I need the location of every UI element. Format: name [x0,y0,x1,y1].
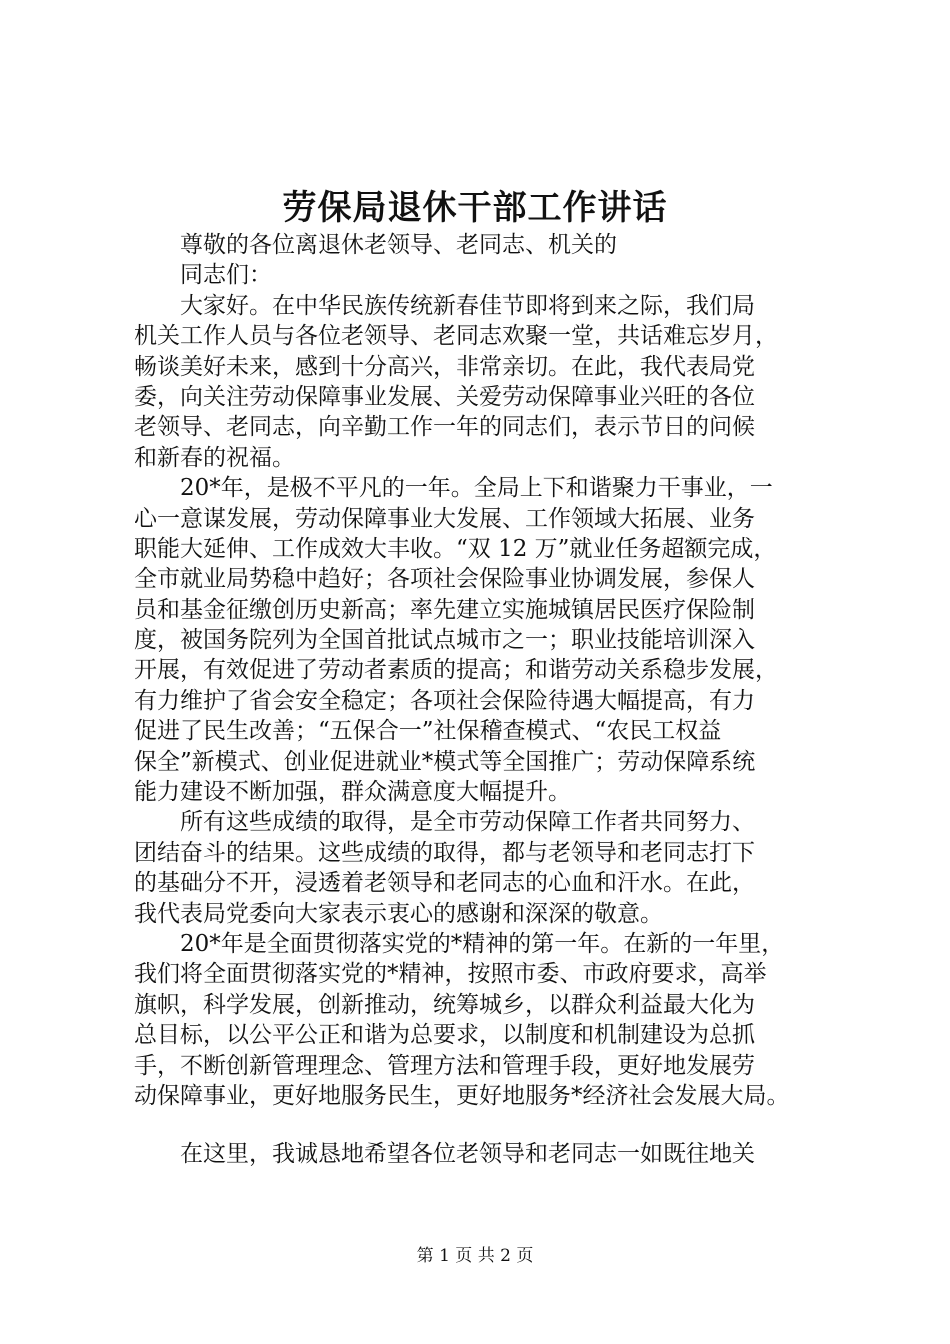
paragraph-line: 手，不断创新管理理念、管理方法和管理手段，更好地发展劳 [134,1052,755,1079]
paragraph-line: 开展，有效促进了劳动者素质的提高；和谐劳动关系稳步发展， [134,657,778,684]
paragraph-line: 委，向关注劳动保障事业发展、关爱劳动保障事业兴旺的各位 [134,383,755,410]
paragraph-line: 我们将全面贯彻落实党的*精神，按照市委、市政府要求，高举 [134,961,767,988]
paragraph-line: 全市就业局势稳中趋好；各项社会保险事业协调发展，参保人 [134,566,755,593]
paragraph-line: 旗帜，科学发展，创新推动，统筹城乡，以群众利益最大化为 [134,991,755,1018]
paragraph-line: 员和基金征缴创历史新高；率先建立实施城镇居民医疗保险制 [134,596,755,623]
paragraph-line: 心一意谋发展，劳动保障事业大发展、工作领域大拓展、业务 [134,505,755,532]
paragraph-line: 团结奋斗的结果。这些成绩的取得，都与老领导和老同志打下 [134,839,755,866]
paragraph-line: 职能大延伸、工作成效大丰收。“双 12 万”就业任务超额完成， [134,535,777,562]
paragraph-line: 大家好。在中华民族传统新春佳节即将到来之际，我们局 [180,292,755,319]
paragraph-line: 所有这些成绩的取得，是全市劳动保障工作者共同努力、 [180,809,755,836]
paragraph-line: 畅谈美好未来，感到十分高兴，非常亲切。在此，我代表局党 [134,353,755,380]
paragraph-line: 能力建设不断加强，群众满意度大幅提升。 [134,779,571,806]
document-body [134,230,834,1170]
paragraph-line: 20*年是全面贯彻落实党的*精神的第一年。在新的一年里， [180,930,785,957]
paragraph-line: 总目标，以公平公正和谐为总要求，以制度和机制建设为总抓 [134,1022,755,1049]
paragraph-gap [134,1111,834,1139]
paragraph-line: 和新春的祝福。 [134,444,295,471]
salutation-line: 同志们： [180,262,272,289]
page-footer: 第 1 页 共 2 页 [416,1246,534,1266]
paragraph-line: 动保障事业，更好地服务民生，更好地服务*经济社会发展大局。 [134,1082,790,1109]
paragraph-line: 度，被国务院列为全国首批试点城市之一；职业技能培训深入 [134,627,755,654]
document-title: 劳保局退休干部工作讲话 [282,188,668,228]
paragraph-line: 有力维护了省会安全稳定；各项社会保险待遇大幅提高，有力 [134,687,755,714]
paragraph-line: 20*年，是极不平凡的一年。全局上下和谐聚力干事业，一 [180,475,773,502]
paragraph-line: 保全”新模式、创业促进就业*模式等全国推广；劳动保障系统 [134,748,756,775]
paragraph-line: 机关工作人员与各位老领导、老同志欢聚一堂，共话难忘岁月， [134,323,778,350]
paragraph-line: 老领导、老同志，向辛勤工作一年的同志们，表示节日的问候 [134,414,755,441]
paragraph-line: 在这里，我诚恳地希望各位老领导和老同志一如既往地关 [180,1141,755,1168]
paragraph-line: 的基础分不开，浸透着老领导和老同志的心血和汗水。在此， [134,870,755,897]
paragraph-line: 我代表局党委向大家表示衷心的感谢和深深的敬意。 [134,900,663,927]
paragraph-line: 促进了民生改善；“五保合一”社保稽查模式、“农民工权益 [134,718,722,745]
salutation-line: 尊敬的各位离退休老领导、老同志、机关的 [180,232,617,258]
